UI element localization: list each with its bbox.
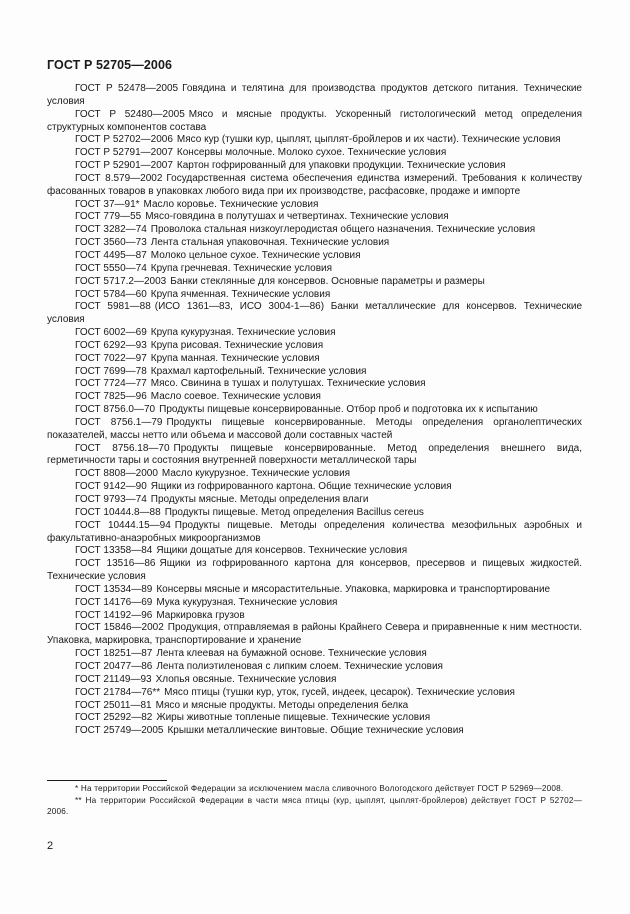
reference-entry	[47, 725, 582, 738]
standard-title: Продукты пищевые. Метод определения Bacillus cereus	[164, 506, 424, 518]
standard-code: ГОСТ 779—55	[75, 211, 142, 223]
standard-code: ГОСТ Р 52478—2005	[75, 83, 179, 94]
standard-code: ГОСТ 5981—88	[75, 301, 151, 313]
reference-entry	[47, 199, 582, 212]
reference-entry	[47, 584, 582, 597]
standard-title: Крупа ячменная. Технические условия	[150, 288, 331, 300]
standard-title: Продукты мясные. Методы определения влаги	[150, 494, 369, 505]
standard-title: Государственная система обеспечения единства измерений. Требования к количеству фасованных товаров в упаковках любого вида при их производстве, расфасовке, продаже и импорте	[47, 172, 582, 197]
standard-code: ГОСТ 18251—87	[75, 648, 153, 660]
standard-title: Крупа гречневая. Технические условия	[150, 262, 333, 274]
standard-code: ГОСТ 25749—2005	[75, 725, 164, 737]
standard-code: ГОСТ 4495—87	[75, 249, 147, 261]
standard-title: Крупа манная. Технические условия	[150, 352, 320, 364]
reference-entry	[47, 674, 582, 687]
standard-title: Картон гофрированный для упаковки продукции. Технические условия	[176, 160, 506, 172]
standard-code: ГОСТ 8756.1—79	[75, 416, 163, 428]
reference-entry	[47, 520, 582, 546]
standard-title: Ящики дощатые для консервов. Технические условия	[156, 545, 408, 557]
reference-entry	[47, 622, 582, 648]
standard-title: Молоко цельное сухое. Технические условия	[150, 249, 361, 261]
reference-entry	[47, 160, 582, 173]
standard-title: Консервы мясные и мясорастительные. Упаковка, маркировка и транспортирование	[156, 583, 551, 595]
reference-entry	[47, 366, 582, 379]
standard-code: ГОСТ 5717.2—2003	[75, 275, 167, 287]
standard-code: ГОСТ 5784—60	[75, 288, 147, 300]
standard-title: Проволока стальная низкоуглеродистая общего назначения. Технические условия	[150, 224, 536, 236]
footnotes	[47, 780, 582, 818]
standard-title: Мясо птицы (тушки кур, уток, гусей, индеек, цесарок). Технические условия	[164, 686, 515, 698]
reference-entry	[47, 610, 582, 623]
standard-code: ГОСТ 3282—74	[75, 224, 147, 236]
standard-code: ГОСТ Р 52480—2005	[75, 108, 185, 120]
standard-title: Жиры животные топленые пищевые. Технические условия	[156, 712, 431, 724]
reference-entry	[47, 327, 582, 340]
standard-code: ГОСТ Р 52901—2007	[75, 160, 173, 172]
reference-entry	[47, 173, 582, 199]
standard-code: ГОСТ 13358—84	[75, 545, 153, 557]
standard-code: ГОСТ 20477—86	[75, 660, 153, 672]
footnote-separator	[47, 780, 167, 781]
reference-entry	[47, 276, 582, 289]
reference-entry	[47, 340, 582, 353]
reference-entry	[47, 648, 582, 661]
reference-entry	[47, 404, 582, 417]
standard-title: Мука кукурузная. Технические условия	[156, 596, 338, 608]
standard-title: Хлопья овсяные. Технические условия	[155, 673, 337, 685]
standard-code: ГОСТ 9793—74	[75, 494, 147, 505]
standard-code: ГОСТ 8808—2000	[75, 468, 158, 480]
reference-entry	[47, 134, 582, 147]
standard-code: ГОСТ 6292—93	[75, 339, 147, 351]
standard-code: ГОСТ 13534—89	[75, 583, 153, 595]
reference-entry	[47, 109, 582, 135]
reference-entry	[47, 558, 582, 584]
standard-title: Мясо. Свинина в тушах и полутушах. Технические условия	[150, 378, 426, 390]
footnote: * На территории Российской Федерации за исключением масла сливочного Вологодского действует ГОСТ Р 52969—2008.	[75, 784, 564, 793]
standard-code: ГОСТ 9142—90	[75, 481, 147, 493]
standard-title: Крупа рисовая. Технические условия	[150, 339, 324, 351]
standard-title: Ящики из гофрированного картона для консервов, пресервов и пищевых жидкостей. Технические условия	[47, 558, 583, 583]
standard-code: ГОСТ 25011—81	[75, 699, 152, 711]
reference-entry	[47, 250, 582, 263]
standard-code: ГОСТ 37—91*	[75, 198, 140, 210]
standard-title: Масло коровье. Технические условия	[143, 198, 319, 210]
standard-code: ГОСТ 10444.15—94	[75, 519, 171, 531]
standard-title: Масло кукурузное. Технические условия	[161, 468, 351, 480]
standard-code: ГОСТ 15846—2002	[75, 622, 164, 634]
standard-title: Крышки металлические винтовые. Общие технические условия	[167, 725, 464, 737]
standard-code: ГОСТ 21784—76**	[75, 686, 161, 698]
standard-title: Мясо-говядина в полутушах и четвертинах. Технические условия	[145, 211, 449, 223]
reference-entry	[47, 224, 582, 237]
standard-code: ГОСТ 3560—73	[75, 237, 147, 249]
standard-title: Крахмал картофельный. Технические условия	[150, 365, 367, 377]
reference-entry	[47, 301, 582, 327]
standard-code: ГОСТ 13516—86	[75, 558, 156, 570]
standard-code: ГОСТ 8.579—2002	[75, 172, 163, 184]
standard-title: Банки стеклянные для консервов. Основные параметры и размеры	[170, 275, 485, 287]
standard-code: ГОСТ 21149—93	[75, 673, 152, 685]
reference-entry	[47, 481, 582, 494]
reference-entry	[47, 289, 582, 302]
references-list	[47, 83, 582, 738]
reference-entry	[47, 417, 582, 443]
reference-entry	[47, 237, 582, 250]
reference-entry	[47, 712, 582, 725]
standard-title: Лента стальная упаковочная. Технические условия	[150, 237, 390, 249]
reference-entry	[47, 263, 582, 276]
standard-code: ГОСТ 7022—97	[75, 352, 147, 364]
standard-title: Мясо и мясные продукты. Методы определения белка	[155, 699, 409, 711]
reference-entry	[47, 494, 582, 507]
standard-code: ГОСТ 25292—82	[75, 712, 153, 724]
standard-title: Ящики из гофрированного картона. Общие технические условия	[150, 481, 452, 493]
standard-title: Лента клеевая на бумажной основе. Технические условия	[156, 648, 427, 660]
standard-title: Масло соевое. Технические условия	[150, 391, 321, 403]
standard-title: Консервы молочные. Молоко сухое. Технические условия	[176, 147, 447, 159]
standard-code: ГОСТ 8756.0—70	[75, 404, 156, 416]
standard-code: ГОСТ 8756.18—70	[75, 442, 170, 454]
reference-entry	[47, 700, 582, 713]
reference-entry	[47, 687, 582, 700]
standard-code: ГОСТ 7724—77	[75, 378, 147, 390]
reference-entry	[47, 83, 582, 109]
standard-code: ГОСТ 5550—74	[75, 262, 147, 274]
reference-entry	[47, 147, 582, 160]
standard-title: Мясо и мясные продукты. Ускоренный гистологический метод определения структурных компонентов состава	[47, 108, 582, 133]
standard-code: ГОСТ Р 52702—2006	[75, 134, 173, 146]
standard-title: Продукты пищевые. Методы определения количества мезофильных аэробных и факультативно-анаэробных микроорганизмов	[47, 519, 582, 544]
standard-title: Говядина и телятина для производства продуктов детского питания. Технические условия	[47, 83, 582, 107]
standard-code: ГОСТ 6002—69	[75, 327, 147, 339]
standard-code: ГОСТ 7825—96	[75, 391, 147, 403]
page-number: 2	[47, 840, 54, 852]
reference-entry	[47, 353, 582, 366]
reference-entry	[47, 211, 582, 224]
standard-title: Продукты пищевые консервированные. Отбор проб и подготовка их к испытанию	[159, 404, 538, 416]
standard-code: ГОСТ 7699—78	[75, 365, 147, 377]
standard-code: ГОСТ 14192—96	[75, 609, 153, 621]
standard-title: Продукция, отправляемая в районы Крайнего Севера и приравненные к ним местности. Упаковка, маркировка, транспортирование и хранение	[47, 622, 582, 647]
standard-title: Продукты пищевые консервированные. Метод определения внешнего вида, герметичности тары и состояния внутренней поверхности металлической тары	[47, 442, 582, 467]
page-header: ГОСТ Р 52705—2006	[47, 58, 173, 72]
reference-entry	[47, 507, 582, 520]
reference-entry	[47, 468, 582, 481]
standard-title: Лента полиэтиленовая с липким слоем. Технические условия	[156, 660, 443, 672]
reference-entry	[47, 378, 582, 391]
standard-title: Продукты пищевые консервированные. Методы определения органолептических показателей, массы нетто или объема и массовой доли составных частей	[47, 416, 582, 441]
reference-entry	[47, 597, 582, 610]
standard-title: Маркировка грузов	[156, 609, 245, 621]
reference-entry	[47, 391, 582, 404]
standard-title: (ИСО 1361—83, ИСО 3004-1—86) Банки металлические для консервов. Технические условия	[47, 301, 583, 326]
reference-entry	[47, 443, 582, 469]
standard-code: ГОСТ 14176—69	[75, 596, 153, 608]
footnote: ** На территории Российской Федерации в части мяса птицы (кур, цыплят, цыплят-бройлеров) действует ГОСТ Р 52702—2006.	[47, 795, 582, 816]
standard-title: Мясо кур (тушки кур, цыплят, цыплят-бройлеров и их части). Технические условия	[176, 134, 561, 146]
standard-code: ГОСТ 10444.8—88	[75, 506, 161, 518]
reference-entry	[47, 661, 582, 674]
reference-entry	[47, 545, 582, 558]
standard-code: ГОСТ Р 52791—2007	[75, 147, 173, 159]
standard-title: Крупа кукурузная. Технические условия	[150, 327, 336, 339]
